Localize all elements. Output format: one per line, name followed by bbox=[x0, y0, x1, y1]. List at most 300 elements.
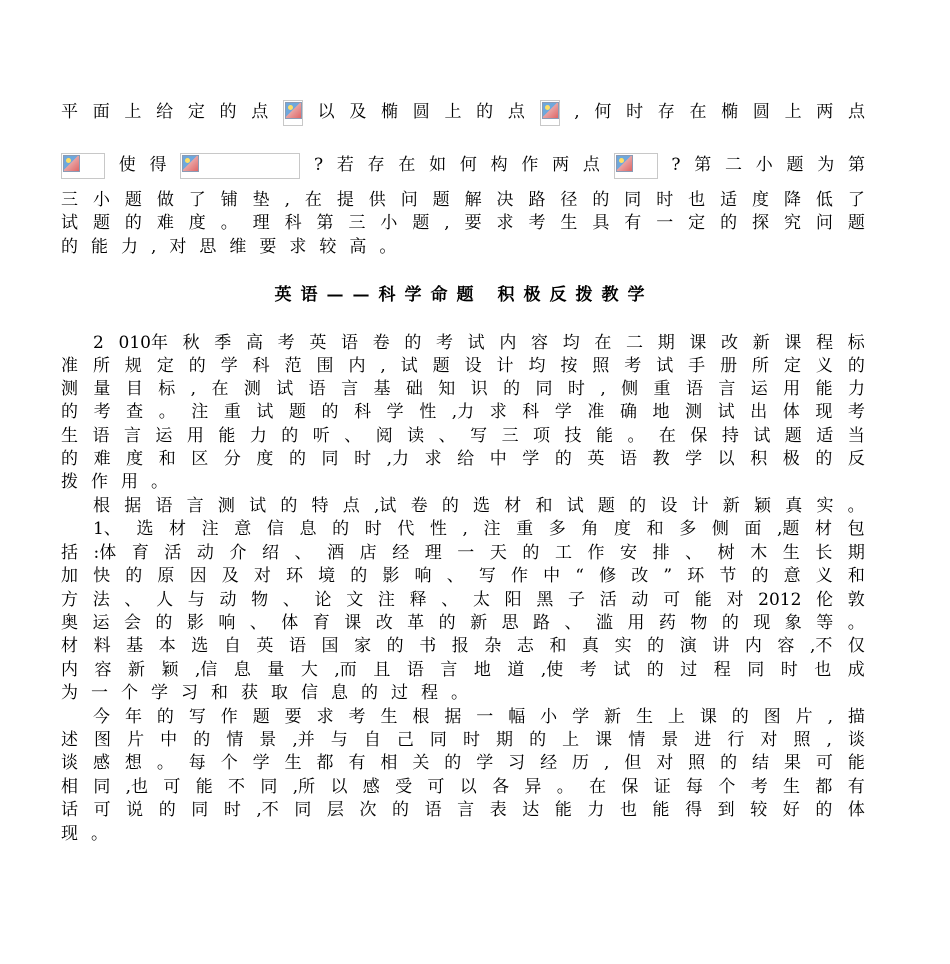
text-glyph: 量 bbox=[267, 660, 285, 680]
text-glyph: 重 bbox=[516, 519, 534, 539]
text-glyph: 低 bbox=[815, 190, 833, 210]
text-glyph: 的 bbox=[193, 730, 211, 750]
text-glyph: 识 bbox=[470, 379, 488, 399]
text-glyph: 响 bbox=[218, 613, 236, 633]
text-glyph: 。 bbox=[220, 213, 238, 233]
text-glyph: 据 bbox=[124, 496, 142, 516]
text-glyph: 学 bbox=[386, 402, 404, 422]
text-glyph: 同 bbox=[747, 660, 765, 680]
text-glyph: 动 bbox=[196, 543, 214, 563]
text-glyph: 物 bbox=[690, 613, 708, 633]
text-glyph: 的 bbox=[281, 426, 299, 446]
text-glyph: 历 bbox=[572, 753, 589, 773]
text-glyph: 家 bbox=[354, 636, 372, 656]
text-glyph: 语 bbox=[308, 379, 326, 399]
text-glyph: 过 bbox=[680, 660, 698, 680]
text-glyph: 景 bbox=[259, 730, 277, 750]
text-line bbox=[61, 425, 865, 448]
text-glyph: 快 bbox=[93, 566, 111, 586]
text-glyph: 地 bbox=[473, 660, 491, 680]
text-glyph: , bbox=[284, 190, 290, 210]
text-glyph: 颖 bbox=[754, 496, 771, 516]
text-glyph: 生 bbox=[380, 707, 398, 727]
text-glyph: , bbox=[603, 753, 610, 773]
text-glyph: 在 bbox=[398, 155, 416, 175]
text-glyph: 。 bbox=[158, 402, 176, 422]
text-glyph: 较 bbox=[750, 800, 768, 820]
text-glyph: 出 bbox=[750, 402, 768, 422]
text-glyph: 适 bbox=[816, 426, 834, 446]
text-glyph: 语 bbox=[424, 800, 442, 820]
text-glyph: 程 bbox=[421, 683, 438, 703]
text-glyph: 动 bbox=[219, 590, 237, 610]
text-glyph: 以 bbox=[717, 449, 735, 469]
text-glyph: 各 bbox=[492, 777, 510, 797]
text-glyph: 在 bbox=[589, 777, 607, 797]
text-glyph: 持 bbox=[721, 426, 739, 446]
text-glyph: 力 bbox=[847, 379, 865, 399]
text-glyph: 工 bbox=[554, 543, 572, 563]
text-glyph: 排 bbox=[652, 543, 670, 563]
text-glyph: 拨 bbox=[61, 472, 78, 492]
text-glyph: 在 bbox=[594, 333, 612, 353]
text-glyph: 适 bbox=[720, 190, 738, 210]
text-line bbox=[61, 378, 865, 401]
text-glyph: 照 bbox=[688, 753, 706, 773]
text-glyph: 的 bbox=[219, 102, 237, 122]
text-glyph: 给 bbox=[457, 449, 475, 469]
text-glyph: ,试 bbox=[373, 496, 397, 516]
text-glyph: 要 bbox=[259, 237, 277, 257]
text-glyph: 了 bbox=[188, 190, 206, 210]
text-glyph: 且 bbox=[373, 660, 391, 680]
text-glyph: 点 bbox=[507, 102, 525, 122]
text-glyph: 的 bbox=[156, 707, 174, 727]
text-line bbox=[61, 823, 865, 846]
text-glyph: 与 bbox=[187, 590, 205, 610]
text-glyph: 路 bbox=[528, 190, 546, 210]
text-glyph: 时 bbox=[354, 449, 372, 469]
text-glyph: 难 bbox=[156, 213, 174, 233]
text-line bbox=[61, 471, 865, 494]
text-glyph: 也 bbox=[688, 190, 706, 210]
text-glyph: 做 bbox=[156, 190, 174, 210]
text-glyph: 科 bbox=[522, 402, 540, 422]
text-glyph: 维 bbox=[229, 237, 247, 257]
text-glyph: 、 bbox=[446, 566, 464, 586]
text-glyph: 计 bbox=[496, 356, 514, 376]
text-glyph: ,也 bbox=[125, 777, 149, 797]
text-glyph: 的 bbox=[361, 683, 378, 703]
text-glyph: 同 bbox=[321, 449, 339, 469]
text-glyph: 考 bbox=[93, 402, 111, 422]
text-glyph: 取 bbox=[271, 683, 288, 703]
text-glyph: 考 bbox=[528, 213, 546, 233]
text-glyph: 存 bbox=[657, 102, 675, 122]
text-glyph: 写 bbox=[188, 707, 206, 727]
text-glyph: 言 bbox=[341, 379, 359, 399]
text-glyph: 和 bbox=[158, 449, 176, 469]
text-glyph: 地 bbox=[652, 402, 670, 422]
text-glyph: 特 bbox=[311, 496, 329, 516]
text-glyph: 同 bbox=[93, 777, 111, 797]
text-glyph: 第 bbox=[316, 213, 334, 233]
text-glyph: 题 bbox=[786, 155, 804, 175]
text-glyph: 供 bbox=[368, 190, 386, 210]
text-glyph: 体 bbox=[782, 402, 800, 422]
text-glyph: 以 bbox=[459, 777, 477, 797]
text-glyph: 人 bbox=[156, 590, 174, 610]
text-glyph: 证 bbox=[653, 777, 671, 797]
text-glyph: 重 bbox=[223, 402, 241, 422]
text-glyph: 的 bbox=[522, 543, 540, 563]
text-glyph: 圆 bbox=[412, 102, 430, 122]
text-glyph: 言 bbox=[440, 660, 458, 680]
text-glyph: 度 bbox=[613, 519, 631, 539]
text-glyph: , bbox=[574, 102, 580, 122]
text-glyph: 境 bbox=[318, 566, 336, 586]
text-glyph: 片 bbox=[795, 707, 813, 727]
text-glyph: 和 bbox=[847, 566, 865, 586]
text-glyph: 店 bbox=[359, 543, 377, 563]
text-glyph: 注 bbox=[201, 519, 219, 539]
text-glyph: 重 bbox=[653, 379, 671, 399]
text-glyph: 新 bbox=[470, 613, 488, 633]
text-glyph: 问 bbox=[400, 190, 418, 210]
broken-image-icon bbox=[285, 102, 302, 119]
text-glyph: 新 bbox=[722, 496, 740, 516]
text-glyph: 材 bbox=[504, 496, 522, 516]
text-glyph: 论 bbox=[314, 590, 332, 610]
text-glyph: 解 bbox=[464, 190, 482, 210]
text-glyph: 面 bbox=[92, 102, 110, 122]
formula-image-icon bbox=[283, 100, 303, 126]
text-glyph: 滥 bbox=[595, 613, 613, 633]
text-glyph: 的 bbox=[815, 449, 833, 469]
text-glyph: 的 bbox=[125, 566, 143, 586]
text-glyph: 反 bbox=[847, 449, 865, 469]
text-glyph: ,不 bbox=[256, 800, 279, 820]
text-glyph: 都 bbox=[316, 753, 334, 773]
text-glyph: 的 bbox=[61, 449, 78, 469]
text-glyph: 方 bbox=[61, 590, 78, 610]
text-glyph: 题 bbox=[432, 356, 450, 376]
text-glyph: 景 bbox=[661, 730, 679, 750]
text-glyph: 语 bbox=[92, 426, 110, 446]
text-glyph: 加 bbox=[61, 566, 78, 586]
text-glyph: 可 bbox=[815, 753, 833, 773]
text-glyph: 一 bbox=[91, 683, 108, 703]
text-glyph: 基 bbox=[373, 379, 391, 399]
text-glyph: 革 bbox=[407, 613, 425, 633]
text-glyph: 果 bbox=[783, 753, 801, 773]
text-glyph: 卷 bbox=[410, 496, 428, 516]
text-glyph: 两 bbox=[552, 155, 570, 175]
text-glyph: 意 bbox=[234, 519, 252, 539]
text-line bbox=[61, 401, 865, 424]
text-glyph: 试 bbox=[61, 213, 78, 233]
text-glyph: 生 bbox=[782, 543, 800, 563]
text-glyph: 求 bbox=[496, 213, 514, 233]
text-glyph: 异 bbox=[524, 777, 542, 797]
text-glyph: 、 bbox=[344, 426, 362, 446]
text-glyph: 计 bbox=[691, 496, 709, 516]
text-glyph: 铺 bbox=[220, 190, 238, 210]
text-glyph: , bbox=[380, 356, 386, 376]
text-glyph: 讲 bbox=[712, 636, 730, 656]
text-glyph: 照 bbox=[592, 356, 610, 376]
text-glyph: 时 bbox=[780, 660, 798, 680]
text-glyph: , bbox=[826, 730, 832, 750]
text-glyph: 学 bbox=[151, 683, 168, 703]
text-glyph: 时 bbox=[223, 800, 241, 820]
text-glyph: 能 bbox=[815, 379, 833, 399]
text-glyph: 均 bbox=[562, 333, 580, 353]
text-glyph: 时 bbox=[567, 379, 585, 399]
text-glyph: 英 bbox=[587, 449, 605, 469]
section-heading: 英语——科学命题 积极反拨教学 bbox=[274, 285, 654, 305]
text-glyph: 根 bbox=[93, 496, 110, 516]
text-glyph: ,力 bbox=[386, 449, 410, 469]
text-glyph: 真 bbox=[785, 496, 803, 516]
text-glyph: 如 bbox=[429, 155, 447, 175]
text-glyph: 课 bbox=[784, 333, 802, 353]
text-glyph: 作 bbox=[510, 566, 528, 586]
text-glyph: 的 bbox=[592, 190, 610, 210]
text-glyph: , bbox=[827, 707, 833, 727]
text-glyph: ” bbox=[663, 566, 673, 586]
text-glyph: 可 bbox=[163, 777, 181, 797]
text-glyph: 期 bbox=[657, 333, 675, 353]
text-glyph: 用 bbox=[186, 426, 204, 446]
text-glyph: 杂 bbox=[484, 636, 502, 656]
text-glyph: 义 bbox=[815, 356, 833, 376]
text-glyph: 试 bbox=[467, 333, 485, 353]
text-glyph: 能 bbox=[91, 237, 108, 257]
text-glyph: 酒 bbox=[327, 543, 345, 563]
text-line bbox=[61, 212, 865, 235]
text-glyph: 教 bbox=[652, 449, 670, 469]
text-line bbox=[61, 154, 865, 177]
text-glyph: 围 bbox=[316, 356, 334, 376]
text-glyph: 不 bbox=[228, 777, 246, 797]
text-glyph: 所 bbox=[92, 356, 110, 376]
text-glyph: 年 bbox=[124, 707, 142, 727]
text-glyph: 考 bbox=[277, 333, 295, 353]
text-glyph: 考 bbox=[348, 707, 366, 727]
text-glyph: 课 bbox=[344, 613, 362, 633]
text-glyph: 要 bbox=[464, 213, 482, 233]
text-glyph: 的 bbox=[61, 237, 78, 257]
text-glyph: 目 bbox=[125, 379, 143, 399]
text-glyph: 、 bbox=[282, 590, 300, 610]
text-glyph: 的 bbox=[288, 449, 306, 469]
text-glyph: 同 bbox=[260, 777, 278, 797]
text-glyph: 决 bbox=[496, 190, 514, 210]
text-glyph: 行 bbox=[727, 730, 745, 750]
text-glyph: 2012 bbox=[758, 590, 802, 610]
text-glyph: 、 bbox=[441, 590, 459, 610]
text-glyph: 一 bbox=[656, 213, 674, 233]
text-glyph: 能 bbox=[554, 800, 572, 820]
text-glyph: ,使 bbox=[540, 660, 564, 680]
text-glyph: 达 bbox=[522, 800, 540, 820]
text-glyph: 时 bbox=[364, 519, 382, 539]
text-glyph: 经 bbox=[392, 543, 410, 563]
text-glyph: 改 bbox=[721, 333, 739, 353]
text-glyph: ,力 bbox=[451, 402, 475, 422]
text-glyph: 材 bbox=[61, 636, 78, 656]
text-glyph: , bbox=[444, 213, 450, 233]
text-glyph: 。 bbox=[451, 683, 468, 703]
text-glyph: 试 bbox=[656, 356, 674, 376]
text-glyph: 想 bbox=[124, 753, 142, 773]
text-glyph: 介 bbox=[229, 543, 247, 563]
text-glyph: 颖 bbox=[161, 660, 179, 680]
text-glyph: 能 bbox=[195, 777, 213, 797]
text-glyph: 言 bbox=[718, 379, 736, 399]
text-glyph: 节 bbox=[719, 566, 737, 586]
text-glyph: 容 bbox=[94, 660, 112, 680]
text-glyph: 准 bbox=[587, 402, 605, 422]
text-glyph: 区 bbox=[191, 449, 209, 469]
text-glyph: 运 bbox=[750, 379, 768, 399]
text-glyph: 标 bbox=[158, 379, 176, 399]
text-glyph: 运 bbox=[92, 613, 110, 633]
text-glyph: 也 bbox=[814, 660, 832, 680]
text-glyph: 、 bbox=[438, 426, 456, 446]
text-glyph: 响 bbox=[414, 566, 432, 586]
text-glyph: 注 bbox=[483, 519, 501, 539]
text-glyph: 得 bbox=[685, 800, 703, 820]
text-glyph: 括 bbox=[61, 543, 78, 563]
text-glyph: 伦 bbox=[816, 590, 834, 610]
text-glyph: 课 bbox=[689, 333, 707, 353]
text-glyph: 题 bbox=[847, 213, 865, 233]
text-glyph: 英 bbox=[309, 333, 327, 353]
text-line bbox=[61, 659, 865, 682]
text-glyph: 性 bbox=[429, 519, 447, 539]
text-glyph: 2 bbox=[93, 333, 104, 353]
text-glyph: 树 bbox=[717, 543, 735, 563]
text-glyph: 季 bbox=[214, 333, 232, 353]
text-glyph: 原 bbox=[157, 566, 175, 586]
text-glyph: 的 bbox=[404, 333, 422, 353]
text-glyph: 绍 bbox=[262, 543, 280, 563]
text-glyph: 学 bbox=[685, 449, 703, 469]
text-glyph: 的 bbox=[350, 566, 368, 586]
text-glyph: 新 bbox=[752, 333, 770, 353]
text-glyph: 己 bbox=[396, 730, 414, 750]
text-glyph: 定 bbox=[688, 213, 706, 233]
text-glyph: 仅 bbox=[847, 636, 865, 656]
text-glyph: 度 bbox=[752, 190, 770, 210]
text-glyph: 的 bbox=[720, 753, 738, 773]
text-glyph: 长 bbox=[815, 543, 833, 563]
broken-image-icon bbox=[63, 155, 80, 172]
text-glyph: 学 bbox=[572, 707, 590, 727]
text-glyph: 每 bbox=[188, 753, 206, 773]
text-glyph: 的 bbox=[444, 753, 462, 773]
text-glyph: 的 bbox=[321, 402, 339, 422]
text-glyph: 试 bbox=[249, 496, 267, 516]
text-glyph: 和 bbox=[211, 683, 228, 703]
text-glyph: 受 bbox=[395, 777, 413, 797]
text-glyph: 二 bbox=[626, 333, 644, 353]
text-glyph: 的 bbox=[554, 449, 572, 469]
text-glyph: 时 bbox=[656, 190, 674, 210]
text-glyph: 图 bbox=[763, 707, 781, 727]
text-glyph: 影 bbox=[186, 613, 204, 633]
text-glyph: 及 bbox=[221, 566, 239, 586]
text-glyph: 结 bbox=[752, 753, 770, 773]
text-glyph: 期 bbox=[496, 730, 514, 750]
text-glyph: 语 bbox=[619, 449, 637, 469]
text-glyph: 、 bbox=[294, 543, 312, 563]
text-glyph: 用 bbox=[121, 472, 138, 492]
text-glyph: 力 bbox=[121, 237, 138, 257]
text-glyph: 学 bbox=[252, 753, 270, 773]
text-glyph: 技 bbox=[564, 426, 582, 446]
text-glyph: 同 bbox=[191, 800, 209, 820]
text-glyph: 能 bbox=[652, 800, 670, 820]
text-glyph: 也 bbox=[619, 800, 637, 820]
text-glyph: 情 bbox=[628, 730, 646, 750]
text-glyph: 的 bbox=[476, 102, 494, 122]
text-glyph: , bbox=[600, 379, 606, 399]
text-glyph: 究 bbox=[783, 213, 801, 233]
text-glyph: 得 bbox=[149, 155, 167, 175]
text-glyph: 的 bbox=[392, 800, 410, 820]
text-glyph: 言 bbox=[123, 426, 141, 446]
text-glyph: 在 bbox=[658, 426, 676, 446]
text-glyph: 子 bbox=[568, 590, 585, 610]
text-glyph: 垫 bbox=[252, 190, 270, 210]
text-glyph: 考 bbox=[847, 402, 865, 422]
text-glyph: 修 bbox=[599, 566, 617, 586]
text-glyph: 思 bbox=[199, 237, 217, 257]
text-glyph: 时 bbox=[626, 102, 644, 122]
text-glyph: 面 bbox=[744, 519, 762, 539]
text-glyph: 谈 bbox=[847, 730, 865, 750]
text-glyph: 述 bbox=[61, 730, 78, 750]
text-glyph: 个 bbox=[121, 683, 138, 703]
text-glyph: 度 bbox=[256, 449, 274, 469]
text-glyph: 时 bbox=[462, 730, 480, 750]
text-glyph: 物 bbox=[251, 590, 269, 610]
text-glyph: 描 bbox=[847, 707, 865, 727]
text-line bbox=[61, 101, 865, 124]
text-glyph: 新 bbox=[128, 660, 145, 680]
text-glyph: 降 bbox=[783, 190, 801, 210]
text-glyph: 具 bbox=[592, 213, 610, 233]
text-glyph: ,题 bbox=[777, 519, 800, 539]
text-glyph: 过 bbox=[391, 683, 408, 703]
text-glyph: 测 bbox=[61, 379, 78, 399]
text-glyph: 积 bbox=[750, 449, 768, 469]
formula-image-icon bbox=[61, 153, 105, 179]
text-glyph: 了 bbox=[847, 190, 865, 210]
text-glyph: 说 bbox=[126, 800, 144, 820]
text-glyph: 、 bbox=[124, 590, 142, 610]
text-glyph: 获 bbox=[241, 683, 258, 703]
text-glyph: 多 bbox=[679, 519, 697, 539]
text-glyph: 对 bbox=[726, 590, 744, 610]
text-glyph: 用 bbox=[783, 379, 801, 399]
text-glyph: 的 bbox=[720, 213, 738, 233]
text-line bbox=[61, 589, 865, 612]
text-glyph: 第 bbox=[694, 155, 712, 175]
